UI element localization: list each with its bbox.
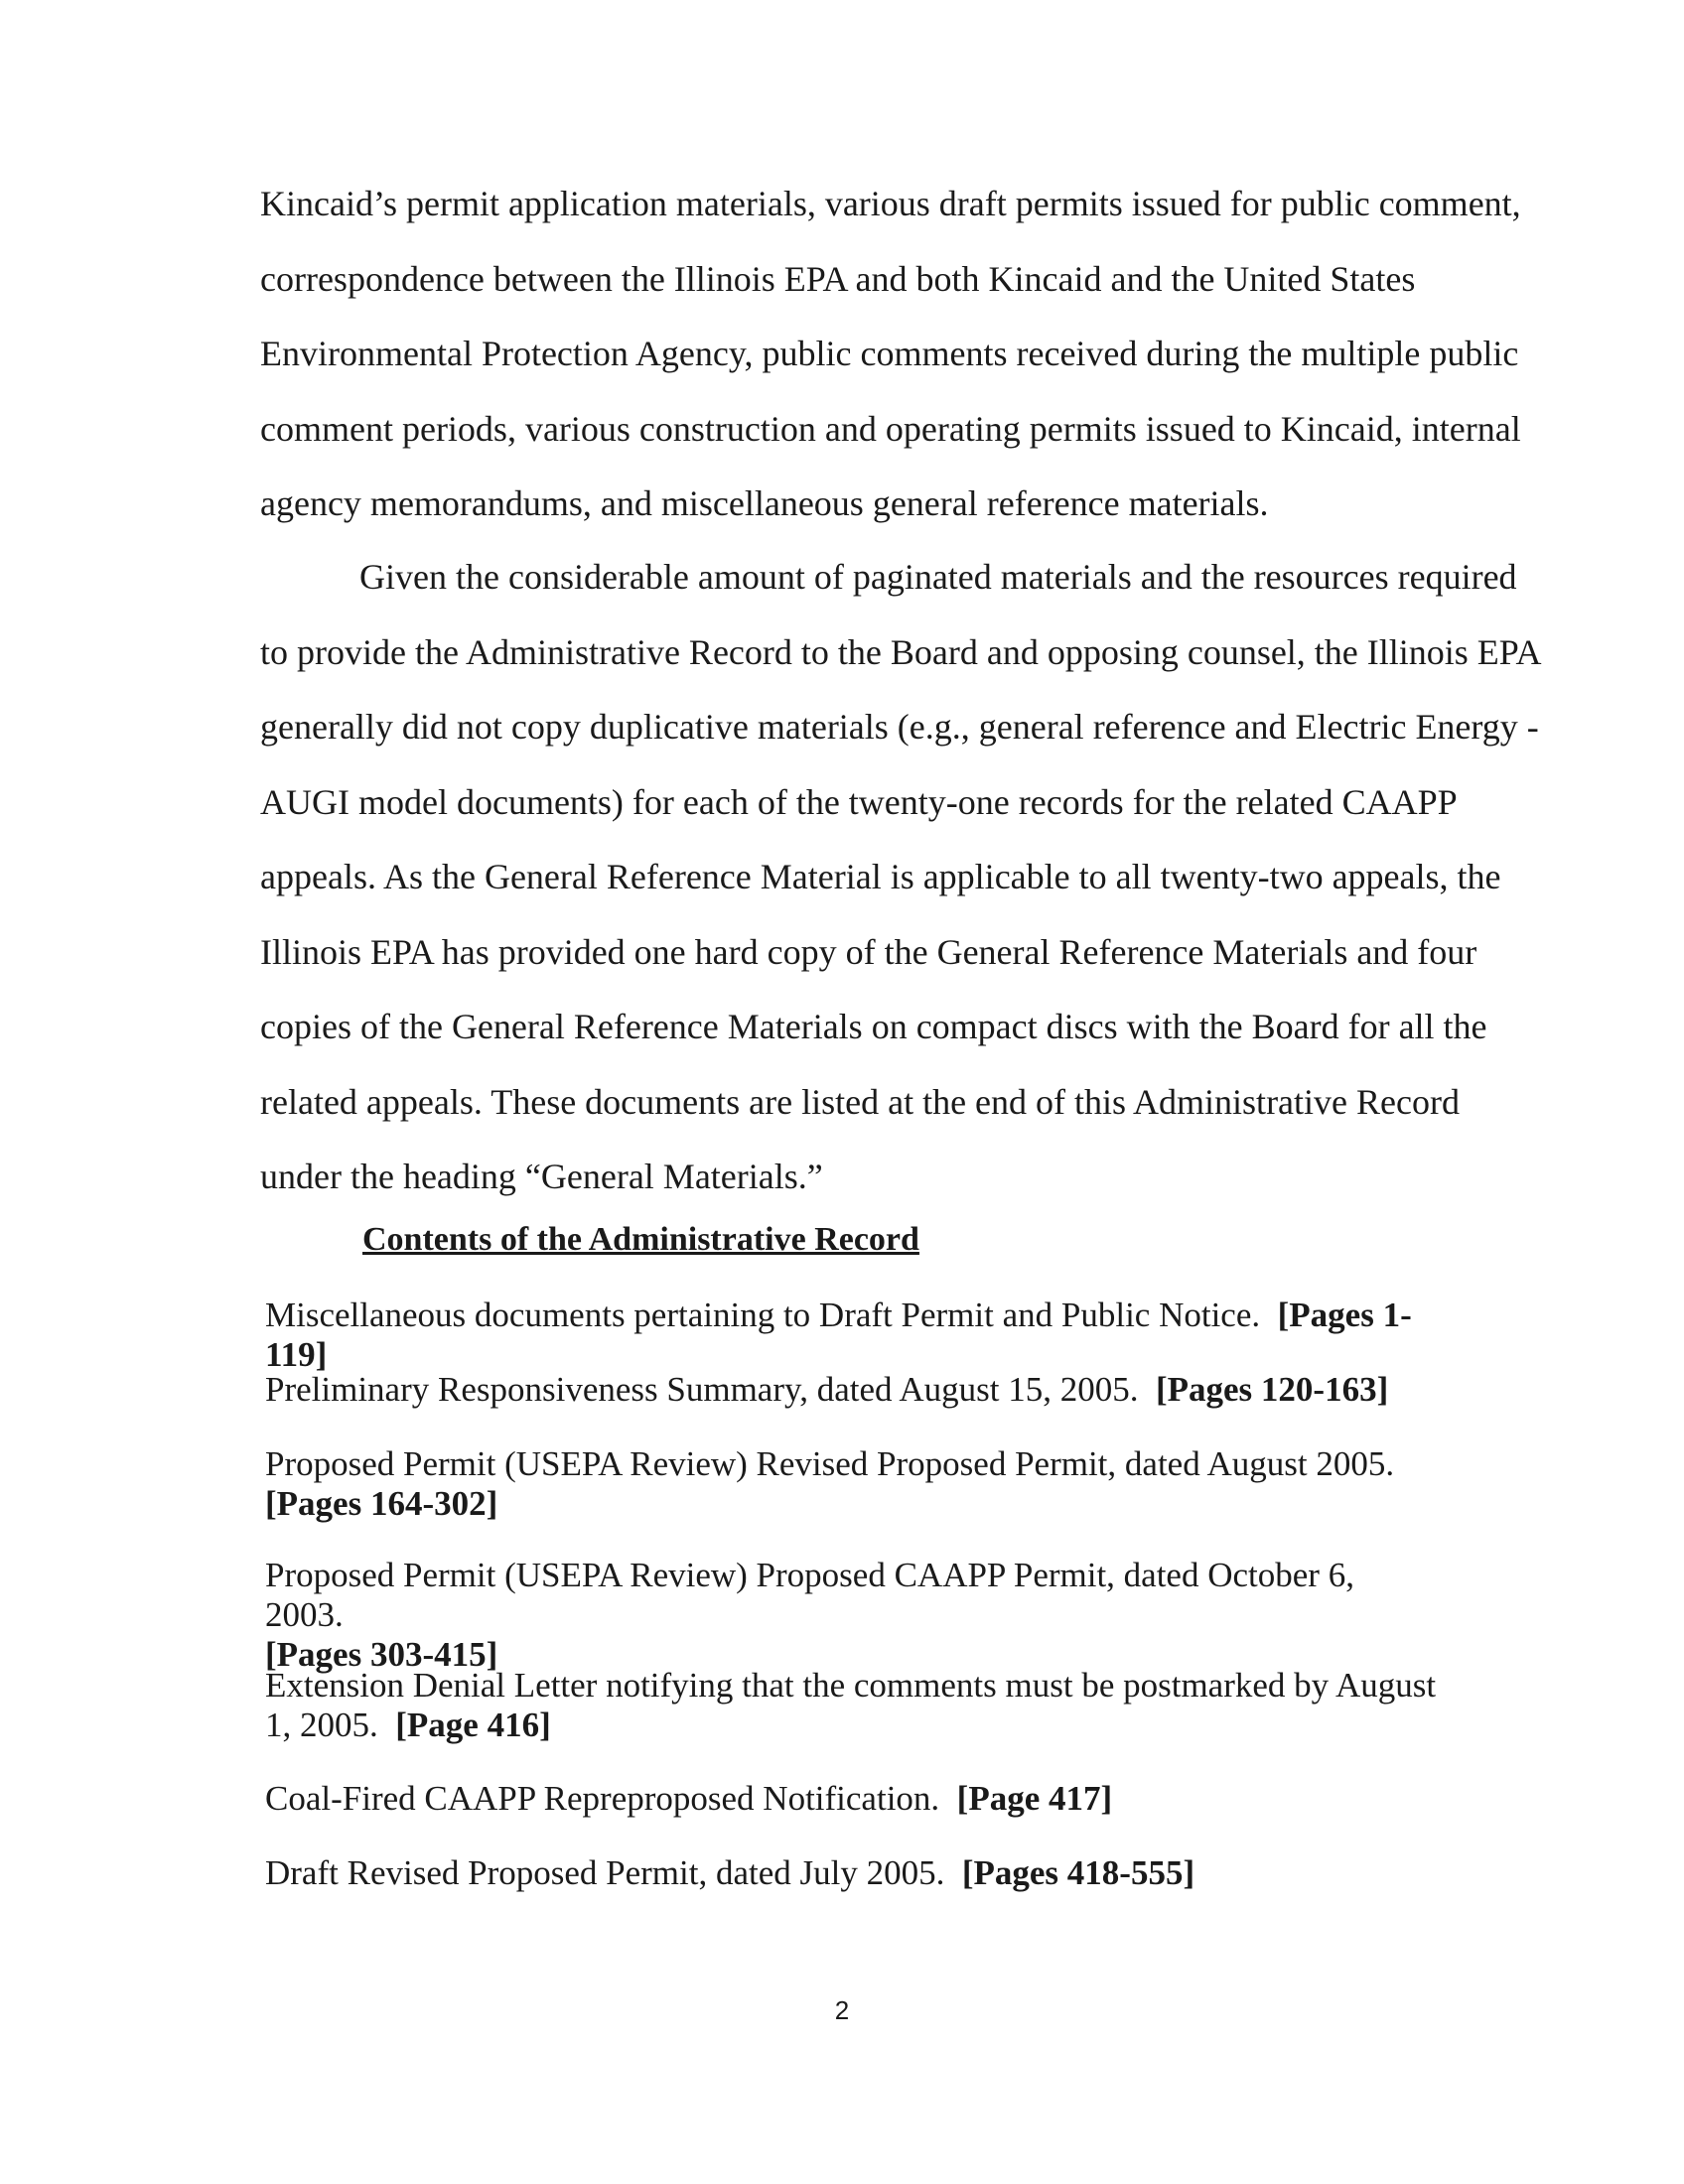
record-entry [265, 1853, 1437, 1893]
entry-description: Miscellaneous documents pertaining to Draft Permit and Public Notice. [265, 1296, 1261, 1334]
paragraph-line: Given the considerable amount of paginated materials and the resources required [359, 557, 1517, 597]
entry-description: Preliminary Responsiveness Summary, dated August 15, 2005. [265, 1370, 1139, 1409]
paragraph-line: appeals. As the General Reference Material is applicable to all twenty-two appeals, the [260, 857, 1501, 896]
page-reference: [Pages 418-555] [961, 1853, 1195, 1892]
paragraph-line: Kincaid’s permit application materials, various draft permits issued for public comment, [260, 184, 1521, 223]
record-entry [265, 1556, 1437, 1675]
paragraph-line: AUGI model documents) for each of the twenty-one records for the related CAAPP [260, 781, 1458, 822]
record-entry [265, 1296, 1437, 1375]
page-reference: [Page 416] [395, 1706, 551, 1744]
paragraph-line: agency memorandums, and miscellaneous general reference materials. [260, 483, 1269, 523]
paragraph-line: generally did not copy duplicative materials (e.g., general reference and Electric Energy - [260, 707, 1539, 747]
paragraph-line: Environmental Protection Agency, public comments received during the multiple public [260, 334, 1519, 373]
paragraph-line: copies of the General Reference Materials on compact discs with the Board for all the [260, 1007, 1487, 1046]
paragraph-line: to provide the Administrative Record to the Board and opposing counsel, the Illinois EPA [260, 631, 1542, 672]
record-entry [265, 1779, 1437, 1819]
entry-description: Proposed Permit (USEPA Review) Proposed CAAPP Permit, dated October 6, 2003. [265, 1556, 1354, 1634]
record-entry [265, 1370, 1437, 1410]
section-heading: Contents of the Administrative Record [362, 1221, 919, 1258]
intro-paragraph [260, 167, 1521, 542]
record-scope-paragraph [260, 540, 1542, 1215]
paragraph-line: under the heading “General Materials.” [260, 1157, 823, 1196]
record-entry [265, 1444, 1437, 1524]
entry-description: Draft Revised Proposed Permit, dated July 2005. [265, 1853, 945, 1892]
entry-description: Proposed Permit (USEPA Review) Revised Proposed Permit, dated August 2005. [265, 1444, 1395, 1483]
page-reference: [Pages 1-119] [265, 1296, 1412, 1374]
paragraph-line: comment periods, various construction and operating permits issued to Kincaid, internal [260, 408, 1521, 449]
page-reference: [Page 417] [956, 1779, 1113, 1818]
paragraph-line: correspondence between the Illinois EPA and both Kincaid and the United States [260, 258, 1416, 299]
page-reference: [Pages 164-302] [265, 1484, 498, 1523]
paragraph-line: Illinois EPA has provided one hard copy of the General Reference Materials and four [260, 931, 1477, 972]
record-entry [265, 1666, 1437, 1745]
entry-description: Extension Denial Letter notifying that the comments must be postmarked by August 1, 2005. [265, 1666, 1437, 1744]
page-reference: [Pages 120-163] [1155, 1370, 1389, 1409]
page-reference: [Pages 303-415] [265, 1635, 498, 1674]
paragraph-line: related appeals. These documents are listed at the end of this Administrative Record [260, 1081, 1460, 1122]
entry-description: Coal-Fired CAAPP Repreproposed Notification. [265, 1779, 940, 1818]
page-number: 2 [834, 1995, 850, 2025]
